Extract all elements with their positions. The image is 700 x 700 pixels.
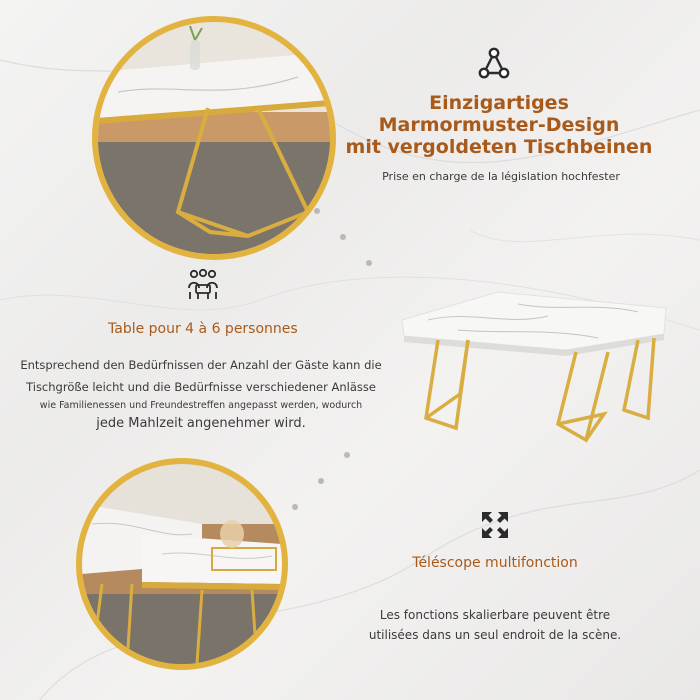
feature-body-line: Tischgröße leicht und die Bedürfnisse verschiedener Anlässe <box>26 380 376 394</box>
table-extension-image <box>76 458 288 670</box>
feature-title-telescope: Téléscope multifonction <box>412 555 578 571</box>
marble-table-image <box>398 290 670 460</box>
title-line: Marmormuster-Design <box>378 114 620 136</box>
feature-body-line: Les fonctions skalierbare peuvent être <box>379 608 611 622</box>
feature-caption: Prise en charge de la législation hochfester <box>382 170 620 183</box>
feature-body-line: Entsprechend den Bedürfnissen der Anzahl der Gäste kann die <box>20 358 382 372</box>
group-meeting-icon <box>186 268 220 302</box>
title-line: Einzigartiges <box>429 92 569 114</box>
feature-body-line: wie Familienessen und Freundestreffen angepasst werden, wodurch <box>39 400 363 411</box>
expand-arrows-icon <box>480 510 510 540</box>
triangle-nodes-icon <box>478 47 510 79</box>
decorative-dot <box>366 260 372 266</box>
decorative-dot <box>340 234 346 240</box>
feature-title-marble-design <box>340 92 658 158</box>
feature-body-line: utilisées dans un seul endroit de la scène. <box>368 628 622 642</box>
decorative-dot <box>344 452 350 458</box>
title-line: mit vergoldeten Tischbeinen <box>345 136 653 158</box>
decorative-dot <box>318 478 324 484</box>
feature-body-line: jede Mahlzeit angenehmer wird. <box>96 416 306 431</box>
decorative-dot <box>292 504 298 510</box>
feature-title-table-size: Table pour 4 à 6 personnes <box>108 321 298 337</box>
table-closeup-image <box>92 16 336 260</box>
decorative-dot <box>314 208 320 214</box>
